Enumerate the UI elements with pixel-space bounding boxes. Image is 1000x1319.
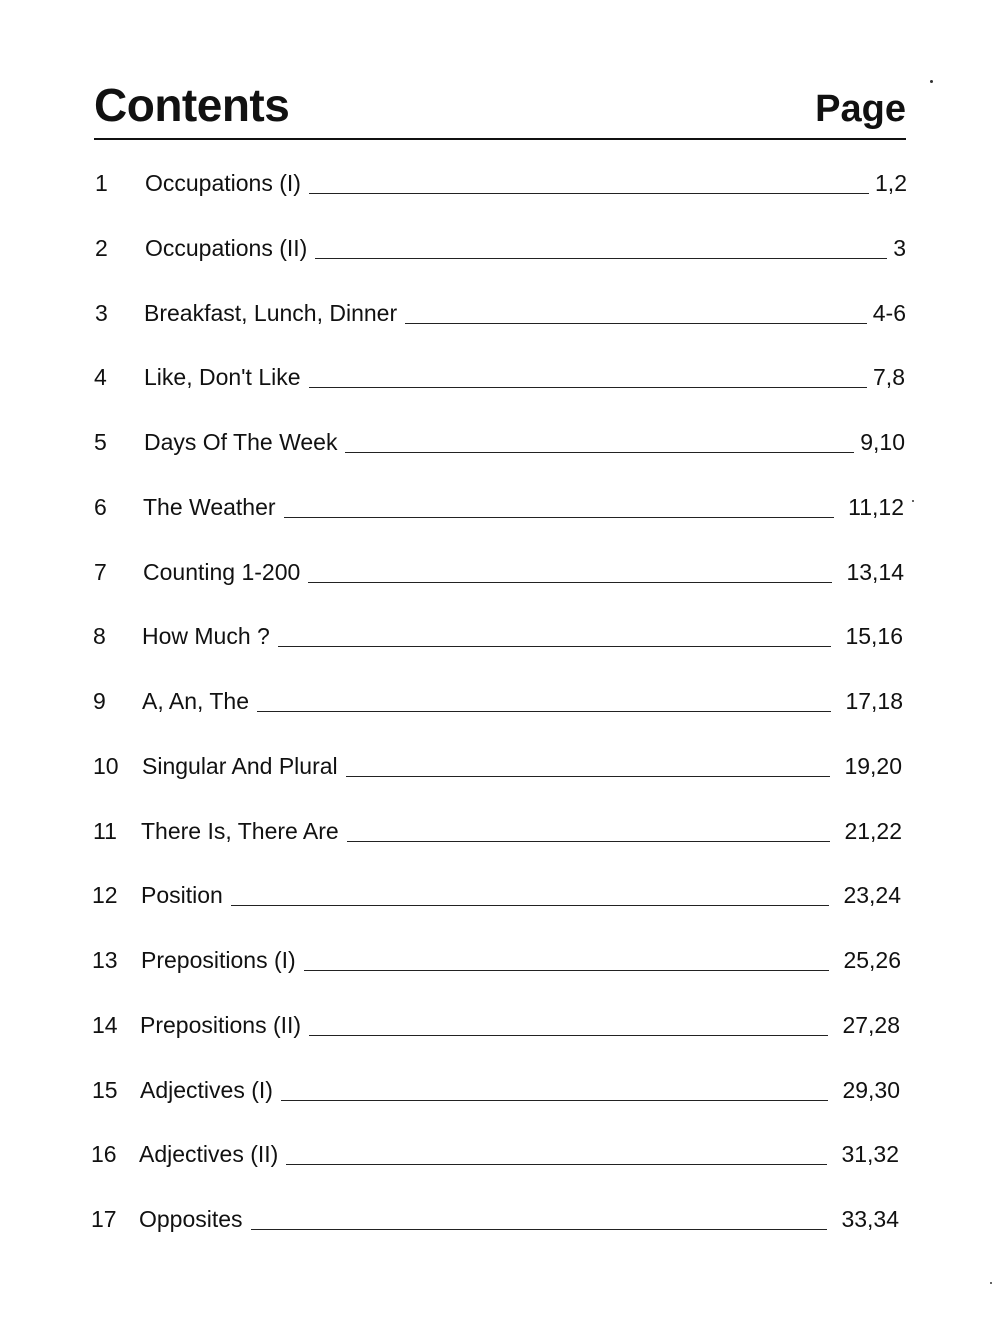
dotted-leader (304, 970, 830, 971)
entry-number: 2 (95, 235, 108, 261)
toc-entry (94, 557, 904, 587)
entry-number: 1 (95, 170, 108, 196)
page-column-heading: Page (815, 88, 906, 130)
toc-entry (93, 751, 902, 781)
toc-entry (92, 1075, 900, 1105)
entry-pages: 9,10 (860, 429, 905, 455)
entry-title: Opposites (139, 1206, 243, 1232)
toc-entry (94, 427, 905, 457)
entry-pages: 4-6 (872, 300, 906, 326)
entry-pages: 1,2 (875, 170, 907, 196)
entry-title: Position (141, 882, 223, 908)
entry-title: Adjectives (II) (139, 1141, 279, 1167)
entry-pages: 29,30 (842, 1077, 900, 1103)
entry-title: Occupations (I) (145, 170, 301, 196)
dotted-leader (346, 776, 831, 777)
dotted-leader (309, 387, 867, 388)
dotted-leader (281, 1100, 829, 1101)
entry-title: Occupations (II) (145, 235, 308, 261)
dotted-leader (308, 582, 832, 583)
entry-pages: 19,20 (844, 753, 902, 779)
entry-pages: 33,34 (841, 1206, 899, 1232)
dotted-leader (257, 711, 831, 712)
entry-title: A, An, The (142, 688, 249, 714)
entry-number: 5 (94, 429, 107, 455)
entry-title: The Weather (143, 494, 276, 520)
toc-entry (93, 621, 903, 651)
entry-number: 11 (93, 818, 117, 844)
entry-number: 4 (94, 364, 107, 390)
entry-number: 7 (94, 559, 107, 585)
dotted-leader (286, 1164, 827, 1165)
entry-title: Breakfast, Lunch, Dinner (144, 300, 398, 326)
entry-pages: 23,24 (843, 882, 901, 908)
entry-title: Days Of The Week (144, 429, 338, 455)
entry-pages: 17,18 (845, 688, 903, 714)
entry-number: 6 (94, 494, 107, 520)
toc-entry (92, 945, 901, 975)
entry-number: 16 (91, 1141, 117, 1167)
entry-pages: 7,8 (873, 364, 905, 390)
entry-number: 17 (91, 1206, 117, 1232)
entry-title: Adjectives (I) (140, 1077, 273, 1103)
entry-number: 10 (93, 753, 119, 779)
dotted-leader (309, 1035, 828, 1036)
dotted-leader (284, 517, 835, 518)
entry-pages: 31,32 (841, 1141, 899, 1167)
entry-title: How Much ? (142, 623, 270, 649)
toc-entry (91, 1139, 899, 1169)
entry-title: Prepositions (I) (141, 947, 296, 973)
entry-title: Counting 1-200 (143, 559, 301, 585)
toc-entry (92, 1010, 900, 1040)
dotted-leader (231, 905, 830, 906)
entry-pages: 13,14 (846, 559, 904, 585)
toc-entry (94, 362, 905, 392)
dotted-leader (251, 1229, 828, 1230)
entry-pages: 11,12 (848, 494, 904, 520)
toc-entry (93, 686, 903, 716)
scan-speck (912, 500, 914, 502)
entry-pages: 3 (893, 235, 906, 261)
dotted-leader (347, 841, 831, 842)
scan-speck (990, 1282, 992, 1284)
toc-entry (95, 298, 906, 328)
toc-entry (92, 880, 901, 910)
entry-title: Singular And Plural (142, 753, 338, 779)
toc-entry (93, 816, 902, 846)
entry-number: 9 (93, 688, 106, 714)
dotted-leader (278, 646, 832, 647)
toc-entry (91, 1204, 899, 1234)
entry-number: 13 (92, 947, 118, 973)
entry-pages: 15,16 (845, 623, 903, 649)
entry-title: Like, Don't Like (144, 364, 301, 390)
page-title: Contents (94, 79, 290, 131)
entry-title: Prepositions (II) (140, 1012, 302, 1038)
toc-entry (94, 492, 904, 522)
toc-entry (95, 233, 906, 263)
dotted-leader (309, 193, 869, 194)
entry-number: 12 (92, 882, 118, 908)
dotted-leader (405, 323, 867, 324)
dotted-leader (315, 258, 887, 259)
scan-speck (930, 80, 933, 83)
toc-entry (95, 168, 907, 198)
entry-number: 15 (92, 1077, 118, 1103)
entry-title: There Is, There Are (141, 818, 339, 844)
entry-number: 14 (92, 1012, 118, 1038)
entry-number: 8 (93, 623, 106, 649)
dotted-leader (345, 452, 854, 453)
entry-pages: 21,22 (844, 818, 902, 844)
entry-number: 3 (95, 300, 108, 326)
entry-pages: 27,28 (842, 1012, 900, 1038)
entry-pages: 25,26 (843, 947, 901, 973)
